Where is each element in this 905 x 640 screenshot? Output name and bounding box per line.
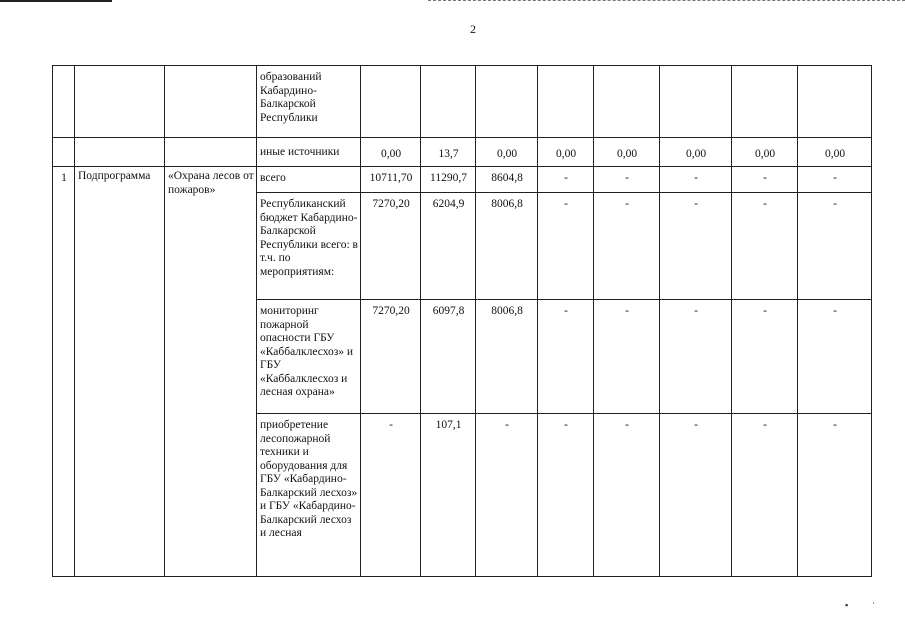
value-cell: 0,00 [594,138,660,167]
row-label: всего [257,167,361,193]
value-cell: 0,00 [660,138,732,167]
value-cell: 6204,9 [421,193,476,300]
value-cell: 6097,8 [421,300,476,414]
value-cell: 13,7 [421,138,476,167]
value-cell: 8006,8 [476,300,538,414]
table-cell [421,66,476,138]
value-cell: - [660,193,732,300]
table-cell [538,66,594,138]
page-number: 2 [470,22,476,36]
value-cell: 0,00 [361,138,421,167]
table-row [53,167,872,193]
value-cell: - [732,193,798,300]
value-cell: 7270,20 [361,193,421,300]
value-cell: 0,00 [476,138,538,167]
table-row [53,138,872,167]
value-cell: 0,00 [732,138,798,167]
row-label: мониторинг пожарной опасности ГБУ «Каббалклесхоз» и ГБУ «Каббалклесхоз и лесная охрана» [257,300,361,414]
value-cell: - [538,414,594,577]
value-cell: 11290,7 [421,167,476,193]
value-cell: - [538,167,594,193]
budget-table [52,65,872,577]
value-cell: 7270,20 [361,300,421,414]
value-cell: - [361,414,421,577]
value-cell: - [732,300,798,414]
value-cell: 10711,70 [361,167,421,193]
table-row [53,66,872,138]
value-cell: - [594,193,660,300]
cell-title [165,138,257,167]
value-cell: - [594,414,660,577]
value-cell: 0,00 [798,138,872,167]
table-cell [732,66,798,138]
value-cell: - [538,300,594,414]
row-label: приобретение лесопожарной техники и оборудования для ГБУ «Кабардино-Балкарский лесхоз» и ГБУ «Кабардино-Балкарский лесхоз и лесная [257,414,361,577]
scan-speck: ▪ [845,600,849,610]
row-label: Республиканский бюджет Кабардино-Балкарской Республики всего: в т.ч. по мероприятиям: [257,193,361,300]
cell-number [53,138,75,167]
value-cell: 107,1 [421,414,476,577]
value-cell: 8006,8 [476,193,538,300]
value-cell: - [732,414,798,577]
value-cell: - [660,167,732,193]
value-cell: - [594,300,660,414]
value-cell: - [798,193,872,300]
subprogram-number: 1 [53,167,75,577]
cell-type [75,138,165,167]
value-cell: - [732,167,798,193]
cell-type [75,66,165,138]
scan-speck: · [872,598,875,608]
subprogram-title: «Охрана лесов от пожаров» [165,167,257,577]
value-cell: - [660,414,732,577]
cell-continuation-label: образований Кабардино-Балкарской Республики [257,66,361,138]
value-cell: - [798,300,872,414]
value-cell: - [798,414,872,577]
value-cell: - [660,300,732,414]
table-cell [476,66,538,138]
table-cell [798,66,872,138]
value-cell: - [798,167,872,193]
value-cell: 8604,8 [476,167,538,193]
top-rule-dashed [428,0,905,2]
subprogram-type: Подпрограмма [75,167,165,577]
value-cell: - [476,414,538,577]
table-cell [594,66,660,138]
value-cell: - [594,167,660,193]
value-cell: - [538,193,594,300]
row-label: иные источники [257,138,361,167]
value-cell: 0,00 [538,138,594,167]
cell-title [165,66,257,138]
table-cell [660,66,732,138]
top-rule [0,0,112,2]
cell-number [53,66,75,138]
table-cell [361,66,421,138]
